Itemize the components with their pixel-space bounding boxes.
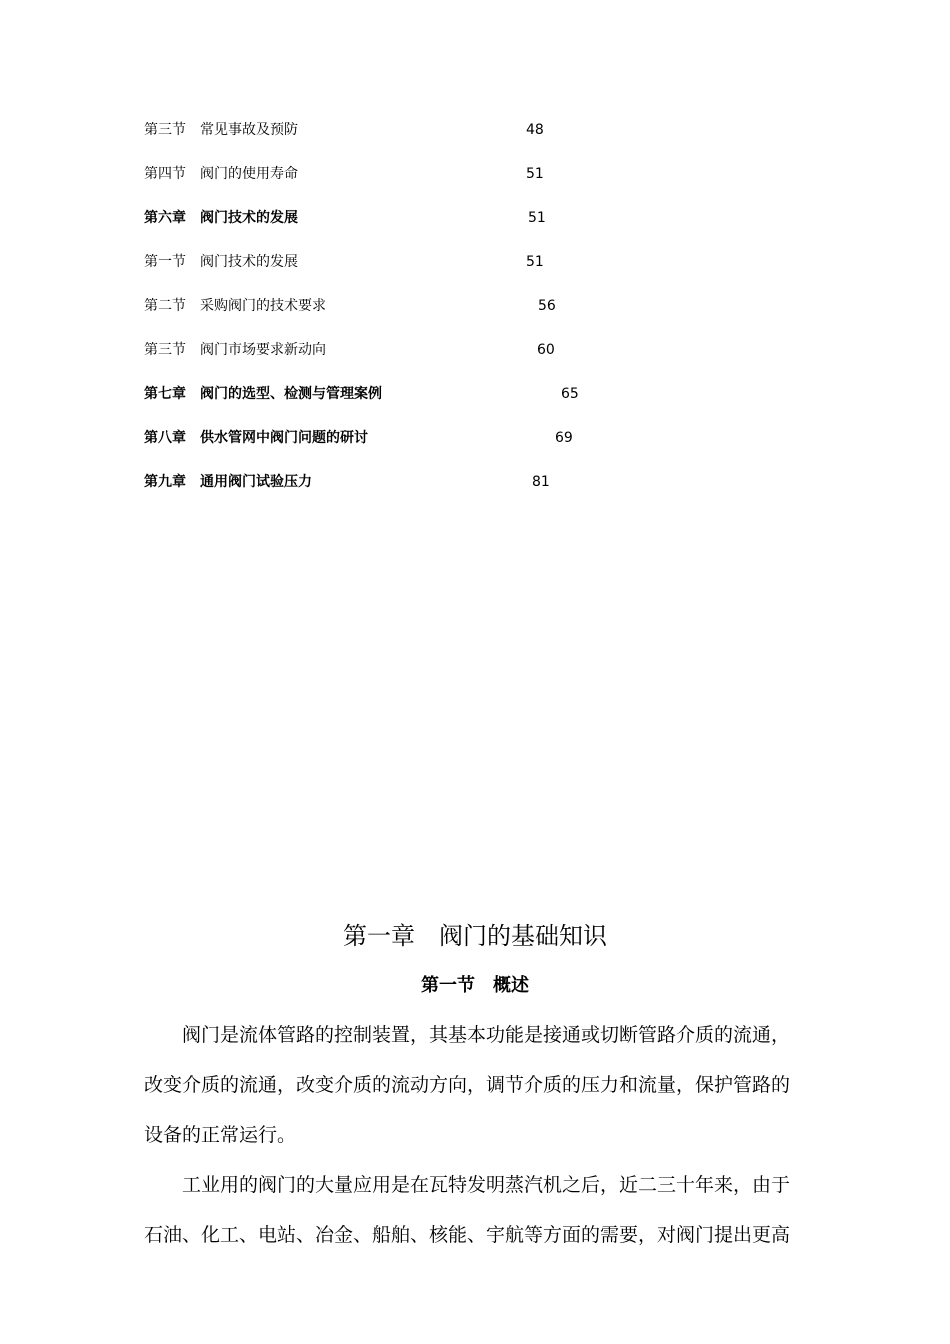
toc-entry-title: 阀门市场要求新动向 bbox=[200, 342, 326, 358]
paragraph-line: 石油、化工、电站、冶金、船舶、核能、宇航等方面的需要，对阀门提出更高 bbox=[144, 1224, 791, 1246]
toc-entry-page: 56 bbox=[538, 298, 556, 314]
toc-entry[interactable] bbox=[144, 119, 544, 141]
toc-entry-title: 阀门的选型、检测与管理案例 bbox=[200, 386, 382, 402]
toc-entry-title: 阀门技术的发展 bbox=[200, 254, 298, 270]
toc-entry[interactable] bbox=[144, 251, 544, 273]
toc-entry-label: 第四节 bbox=[144, 166, 186, 182]
toc-entry-page: 60 bbox=[537, 342, 555, 358]
toc-entry[interactable] bbox=[144, 207, 546, 229]
toc-entry[interactable] bbox=[144, 339, 555, 361]
toc-entry-label: 第三节 bbox=[144, 122, 186, 138]
toc-entry-title: 采购阀门的技术要求 bbox=[200, 298, 326, 314]
toc-entry-title: 常见事故及预防 bbox=[200, 122, 298, 138]
toc-entry-title: 通用阀门试验压力 bbox=[200, 474, 312, 490]
toc-entry-page: 51 bbox=[526, 254, 544, 270]
toc-entry-label: 第八章 bbox=[144, 430, 186, 446]
toc-entry-label: 第九章 bbox=[144, 474, 186, 490]
toc-entry-title: 阀门的使用寿命 bbox=[200, 166, 298, 182]
toc-entry[interactable] bbox=[144, 383, 579, 405]
toc-entry-page: 51 bbox=[528, 210, 546, 226]
toc-entry-page: 51 bbox=[526, 166, 544, 182]
toc-entry[interactable] bbox=[144, 427, 573, 449]
toc-entry-title: 阀门技术的发展 bbox=[200, 210, 298, 226]
toc-entry[interactable] bbox=[144, 163, 544, 185]
toc-entry-title: 供水管网中阀门问题的研讨 bbox=[200, 430, 368, 446]
toc-entry-label: 第二节 bbox=[144, 298, 186, 314]
paragraph-line: 阀门是流体管路的控制装置，其基本功能是接通或切断管路介质的流通， bbox=[144, 1024, 791, 1046]
toc-entry-page: 48 bbox=[526, 122, 544, 138]
paragraph-line: 设备的正常运行。 bbox=[144, 1124, 297, 1146]
toc-entry-label: 第一节 bbox=[144, 254, 186, 270]
paragraph-line: 工业用的阀门的大量应用是在瓦特发明蒸汽机之后，近二三十年来，由于 bbox=[144, 1174, 791, 1196]
paragraph-line: 改变介质的流通，改变介质的流动方向，调节介质的压力和流量，保护管路的 bbox=[144, 1074, 791, 1096]
toc-entry-page: 65 bbox=[561, 386, 579, 402]
toc-entry-label: 第六章 bbox=[144, 210, 186, 226]
toc-entry-label: 第七章 bbox=[144, 386, 186, 402]
toc-entry-page: 81 bbox=[532, 474, 550, 490]
toc-entry-label: 第三节 bbox=[144, 342, 186, 358]
chapter-title: 第一章 阀门的基础知识 bbox=[343, 922, 607, 950]
section-title: 第一节 概述 bbox=[421, 975, 529, 996]
toc-entry[interactable] bbox=[144, 471, 550, 493]
toc-entry[interactable] bbox=[144, 295, 556, 317]
toc-entry-page: 69 bbox=[555, 430, 573, 446]
